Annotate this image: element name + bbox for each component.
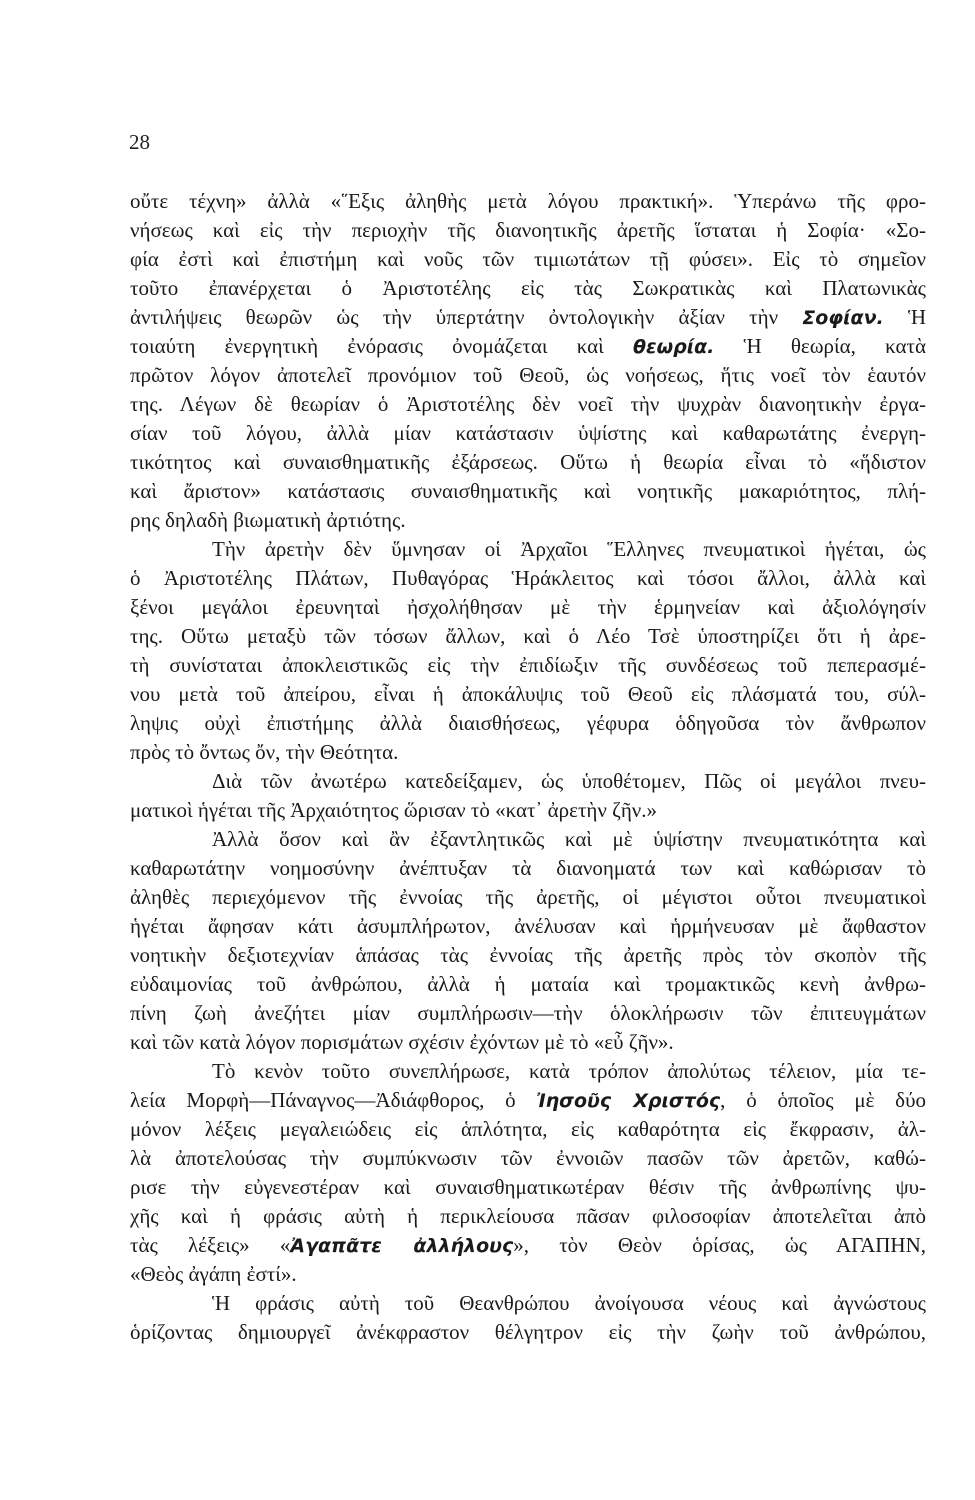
text-line xyxy=(130,651,926,680)
text-line xyxy=(130,1086,926,1115)
text-segment: «Θεὸς ἀγάπη ἐστί». xyxy=(130,1262,297,1286)
text-line xyxy=(130,274,926,303)
text-segment: τοιαύτη ἐνεργητικὴ ἐνόρασις ὀνομάζεται καὶ xyxy=(130,334,633,358)
text-line xyxy=(130,1318,926,1347)
text-line xyxy=(130,912,926,941)
paragraph xyxy=(130,1289,926,1347)
paragraph xyxy=(130,767,926,825)
text-line xyxy=(130,564,926,593)
text-segment: εὐδαιμονίας τοῦ ἀνθρώπου, ἀλλὰ ἡ ματαία καὶ τρομακτικῶς κενὴ ἀνθρω- xyxy=(130,972,926,996)
text-segment: καὶ τῶν κατὰ λόγον πορισμάτων σχέσιν ἐχόντων μὲ τὸ «εὖ ζῆν». xyxy=(130,1030,674,1054)
text-line xyxy=(130,1028,926,1057)
text-line xyxy=(130,999,926,1028)
text-line xyxy=(130,390,926,419)
text-line xyxy=(130,738,926,767)
text-line xyxy=(130,448,926,477)
text-segment: ρισε τὴν εὐγενεστέραν καὶ συναισθηματικωτέραν θέσιν τῆς ἀνθρωπίνης ψυ- xyxy=(130,1175,926,1199)
text-segment: ρης δηλαδὴ βιωματικὴ ἀρτιότης. xyxy=(130,508,406,532)
text-segment: πίνη ζωὴ ἀνεζήτει μίαν συμπλήρωσιν—τὴν ὁλοκλήρωσιν τῶν ἐπιτευγμάτων xyxy=(130,1001,926,1025)
paragraph xyxy=(130,1057,926,1289)
text-line xyxy=(130,303,926,332)
text-segment: σίαν τοῦ λόγου, ἀλλὰ μίαν κατάστασιν ὑψίστης καὶ καθαρωτάτης ἐνεργη- xyxy=(130,421,926,445)
text-segment: καὶ ἄριστον» κατάστασις συναισθηματικῆς καὶ νοητικῆς μακαριότητος, πλή- xyxy=(130,479,926,503)
paragraph xyxy=(130,187,926,535)
text-segment: ἀληθὲς περιεχόμενον τῆς ἐννοίας τῆς ἀρετῆς, οἱ μέγιστοι οὗτοι πνευματικοὶ xyxy=(130,885,926,909)
text-line xyxy=(130,593,926,622)
text-line xyxy=(130,477,926,506)
text-segment: Διὰ τῶν ἀνωτέρω κατεδείξαμεν, ὡς ὑποθέτομεν, Πῶς οἱ μεγάλοι πνευ- xyxy=(212,769,926,793)
text-segment: μόνον λέξεις μεγαλειώδεις εἰς ἁπλότητα, εἰς καθαρότητα εἰς ἔκφρασιν, ἀλ- xyxy=(130,1117,926,1141)
text-line xyxy=(130,825,926,854)
text-segment: ἡγέται ἄφησαν κάτι ἀσυμπλήρωτον, ἀνέλυσαν καὶ ἡρμήνευσαν μὲ ἄφθαστον xyxy=(130,914,926,938)
text-segment: ἀντιλήψεις θεωρῶν ὡς τὴν ὑπερτάτην ὀντολογικὴν ἀξίαν τὴν xyxy=(130,305,803,329)
text-segment: », τὸν Θεὸν ὁρίσας, ὡς ΑΓΑΠΗΝ, xyxy=(513,1233,926,1257)
text-segment: πρὸς τὸ ὄντως ὄν, τὴν Θεότητα. xyxy=(130,740,399,764)
text-segment: νου μετὰ τοῦ ἀπείρου, εἶναι ἡ ἀποκάλυψις τοῦ Θεοῦ εἰς πλάσματά του, σύλ- xyxy=(130,682,926,706)
text-line xyxy=(130,854,926,883)
text-segment: χῆς καὶ ἡ φράσις αὐτὴ ἡ περικλείουσα πᾶσαν φιλοσοφίαν ἀποτελεῖται ἀπὸ xyxy=(130,1204,926,1228)
text-segment: ξένοι μεγάλοι ἐρευνηταὶ ἠσχολήθησαν μὲ τὴν ἑρμηνείαν καὶ ἀξιολόγησίν xyxy=(130,595,926,619)
text-line xyxy=(130,970,926,999)
text-segment: ὁ Ἀριστοτέλης Πλάτων, Πυθαγόρας Ἡράκλειτος καὶ τόσοι ἄλλοι, ἀλλὰ καὶ xyxy=(130,566,926,590)
text-segment: Ἡ xyxy=(883,305,927,329)
text-line xyxy=(130,622,926,651)
text-segment: τὴ συνίσταται ἀποκλειστικῶς εἰς τὴν ἐπιδίωξιν τῆς συνδέσεως τοῦ πεπερασμέ- xyxy=(130,653,926,677)
text-segment: Τὴν ἀρετὴν δὲν ὕμνησαν οἱ Ἀρχαῖοι Ἕλληνες πνευματικοὶ ἡγέται, ὡς xyxy=(212,537,926,561)
emphasized-text: Σοφίαν. xyxy=(802,307,884,329)
emphasized-text: θεωρία. xyxy=(632,336,715,358)
text-segment: ὁρίζοντας δημιουργεῖ ἀνέκφραστον θέλγητρον εἰς τὴν ζωὴν τοῦ ἀνθρώπου, xyxy=(130,1320,926,1344)
emphasized-text: Ἰησοῦς Χριστός xyxy=(536,1090,721,1112)
text-line xyxy=(130,216,926,245)
text-segment: Τὸ κενὸν τοῦτο συνεπλήρωσε, κατὰ τρόπον ἀπολύτως τέλειον, μία τε- xyxy=(212,1059,926,1083)
paragraph xyxy=(130,825,926,1057)
text-segment: ληψις οὐχὶ ἐπιστήμης ἀλλὰ διαισθήσεως, γέφυρα ὁδηγοῦσα τὸν ἄνθρωπον xyxy=(130,711,926,735)
text-segment: φία ἐστὶ καὶ ἐπιστήμη καὶ νοῦς τῶν τιμιωτάτων τῇ φύσει». Εἰς τὸ σημεῖον xyxy=(130,247,926,271)
text-line xyxy=(130,245,926,274)
text-line xyxy=(130,680,926,709)
text-segment: Ἡ θεωρία, κατὰ xyxy=(714,334,926,358)
text-line xyxy=(130,1289,926,1318)
emphasized-text: Ἀγαπᾶτε ἀλλήλους xyxy=(290,1235,514,1257)
text-segment: νοητικὴν δεξιοτεχνίαν ἁπάσας τὰς ἐννοίας τῆς ἀρετῆς πρὸς τὸν σκοπὸν τῆς xyxy=(130,943,926,967)
text-segment: τικότητος καὶ συναισθηματικῆς ἐξάρσεως. Οὕτω ἡ θεωρία εἶναι τὸ «ἥδιστον xyxy=(130,450,926,474)
text-segment: πρῶτον λόγον ἀποτελεῖ προνόμιον τοῦ Θεοῦ, ὡς νοήσεως, ἥτις νοεῖ τὸν ἑαυτόν xyxy=(130,363,926,387)
text-line xyxy=(130,883,926,912)
text-line xyxy=(130,1173,926,1202)
text-line xyxy=(130,361,926,390)
text-segment: τοῦτο ἐπανέρχεται ὁ Ἀριστοτέλης εἰς τὰς Σωκρατικὰς καὶ Πλατωνικὰς xyxy=(130,276,926,300)
text-line xyxy=(130,419,926,448)
text-segment: Ἀλλὰ ὅσον καὶ ἂν ἐξαντλητικῶς καὶ μὲ ὑψίστην πνευματικότητα καὶ xyxy=(212,827,926,851)
text-line xyxy=(130,1202,926,1231)
text-line xyxy=(130,1260,926,1289)
text-segment: νήσεως καὶ εἰς τὴν περιοχὴν τῆς διανοητικῆς ἀρετῆς ἵσταται ἡ Σοφία· «Σο- xyxy=(130,218,926,242)
text-segment: οὔτε τέχνη» ἀλλὰ «῞Εξις ἀληθὴς μετὰ λόγου πρακτική». Ὑπεράνω τῆς φρο- xyxy=(130,189,926,213)
text-line xyxy=(130,1231,926,1260)
text-segment: , ὁ ὁποῖος μὲ δύο xyxy=(720,1088,926,1112)
text-line xyxy=(130,1144,926,1173)
text-line xyxy=(130,506,926,535)
text-line xyxy=(130,332,926,361)
text-line xyxy=(130,187,926,216)
text-line xyxy=(130,796,926,825)
page-number: 28 xyxy=(129,130,150,154)
text-line xyxy=(130,1057,926,1086)
text-line xyxy=(130,767,926,796)
body-text xyxy=(130,187,926,1347)
text-segment: λὰ ἀποτελούσας τὴν συμπύκνωσιν τῶν ἐννοιῶν πασῶν τῶν ἀρετῶν, καθώ- xyxy=(130,1146,926,1170)
text-segment: τὰς λέξεις» « xyxy=(130,1233,291,1257)
text-segment: Ἡ φράσις αὐτὴ τοῦ Θεανθρώπου ἀνοίγουσα νέους καὶ ἀγνώστους xyxy=(212,1291,926,1315)
text-line xyxy=(130,941,926,970)
paragraph xyxy=(130,535,926,767)
text-line xyxy=(130,1115,926,1144)
text-segment: λεία Μορφὴ—Πάναγνος—Ἀδιάφθορος, ὁ xyxy=(130,1088,537,1112)
text-line xyxy=(130,709,926,738)
text-segment: της. Λέγων δὲ θεωρίαν ὁ Ἀριστοτέλης δὲν νοεῖ τὴν ψυχρὰν διανοητικὴν ἐργα- xyxy=(130,392,926,416)
text-line xyxy=(130,535,926,564)
text-segment: της. Οὕτω μεταξὺ τῶν τόσων ἄλλων, καὶ ὁ Λέο Τσὲ ὑποστηρίζει ὅτι ἡ ἀρε- xyxy=(130,624,926,648)
text-segment: ματικοὶ ἡγέται τῆς Ἀρχαιότητος ὥρισαν τὸ «κατ᾽ ἀρετὴν ζῆν.» xyxy=(130,798,658,822)
text-segment: καθαρωτάτην νοημοσύνην ἀνέπτυξαν τὰ διανοηματά των καὶ καθώρισαν τὸ xyxy=(130,856,926,880)
